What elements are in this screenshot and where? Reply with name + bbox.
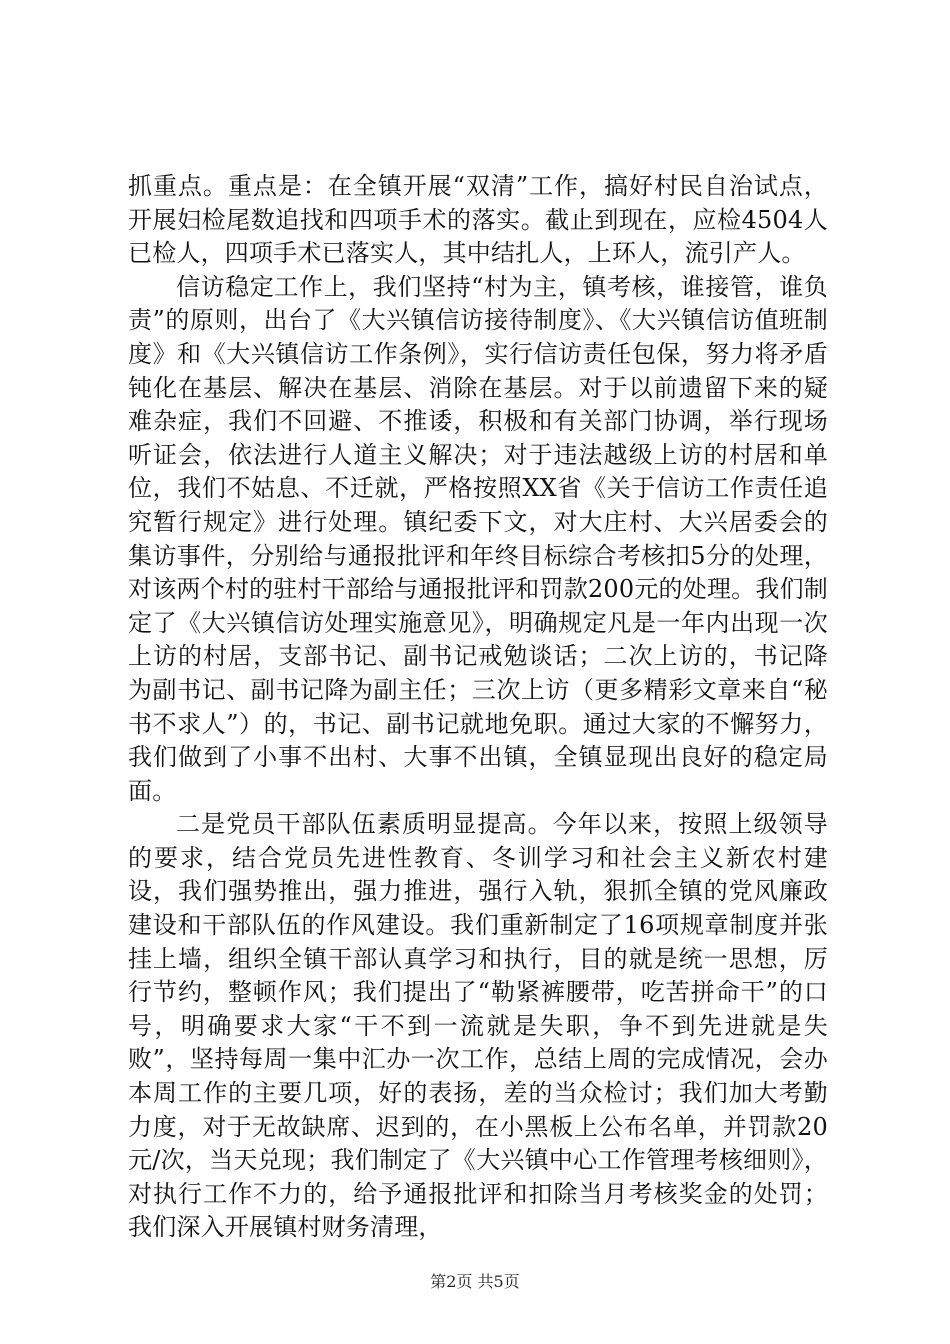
page-number-footer: 第2页 共5页: [430, 1272, 520, 1291]
paragraph-1: 抓重点。重点是：在全镇开展“双清”工作，搞好村民自治试点，开展妇检尾数追找和四项手术的落实。截止到现在，应检4504人已检人，四项手术已落实人，其中结扎人，上环人，流引产人。: [128, 172, 828, 268]
document-body: [128, 170, 828, 1245]
paragraph-2: 信访稳定工作上，我们坚持“村为主，镇考核，谁接管，谁负责”的原则，出台了《大兴镇信访接待制度》、《大兴镇信访值班制度》和《大兴镇信访工作条例》，实行信访责任包保，努力将矛盾钝化在基层、解决在基层、消除在基层。对于以前遗留下来的疑难杂症，我们不回避、不推诿，积极和有关部门协调，举行现场听证会，依法进行人道主义解决；对于违法越级上访的村居和单位，我们不姑息、不迁就，严格按照XX省《关于信访工作责任追究暂行规定》进行处理。镇纪委下文，对大庄村、大兴居委会的集访事件，分别给与通报批评和年终目标综合考核扣5分的处理，对该两个村的驻村干部给与通报批评和罚款200元的处理。我们制定了《大兴镇信访处理实施意见》，明确规定凡是一年内出现一次上访的村居，支部书记、副书记戒勉谈话；二次上访的，书记降为副书记、副书记降为副主任；三次上访（更多精彩文章来自“秘书不求人”）的，书记、副书记就地免职。通过大家的不懈努力，我们做到了小事不出村、大事不出镇，全镇显现出良好的稳定局面。: [128, 272, 828, 805]
paragraph-3: 二是党员干部队伍素质明显提高。今年以来，按照上级领导的要求，结合党员先进性教育、冬训学习和社会主义新农村建设，我们强势推出，强力推进，强行入轨，狠抓全镇的党风廉政建设和干部队伍的作风建设。我们重新制定了16项规章制度并张挂上墙，组织全镇干部认真学习和执行，目的就是统一思想，厉行节约，整顿作风；我们提出了“勒紧裤腰带，吃苦拼命干”的口号，明确要求大家“干不到一流就是失职，争不到先进就是失败”，坚持每周一集中汇办一次工作，总结上周的完成情况，会办本周工作的主要几项，好的表扬，差的当众检讨；我们加大考勤力度，对于无故缺席、迟到的，在小黑板上公布名单，并罚款20元/次，当天兑现；我们制定了《大兴镇中心工作管理考核细则》，对执行工作不力的，给予通报批评和扣除当月考核奖金的处罚；我们深入开展镇村财务清理，: [128, 810, 828, 1242]
